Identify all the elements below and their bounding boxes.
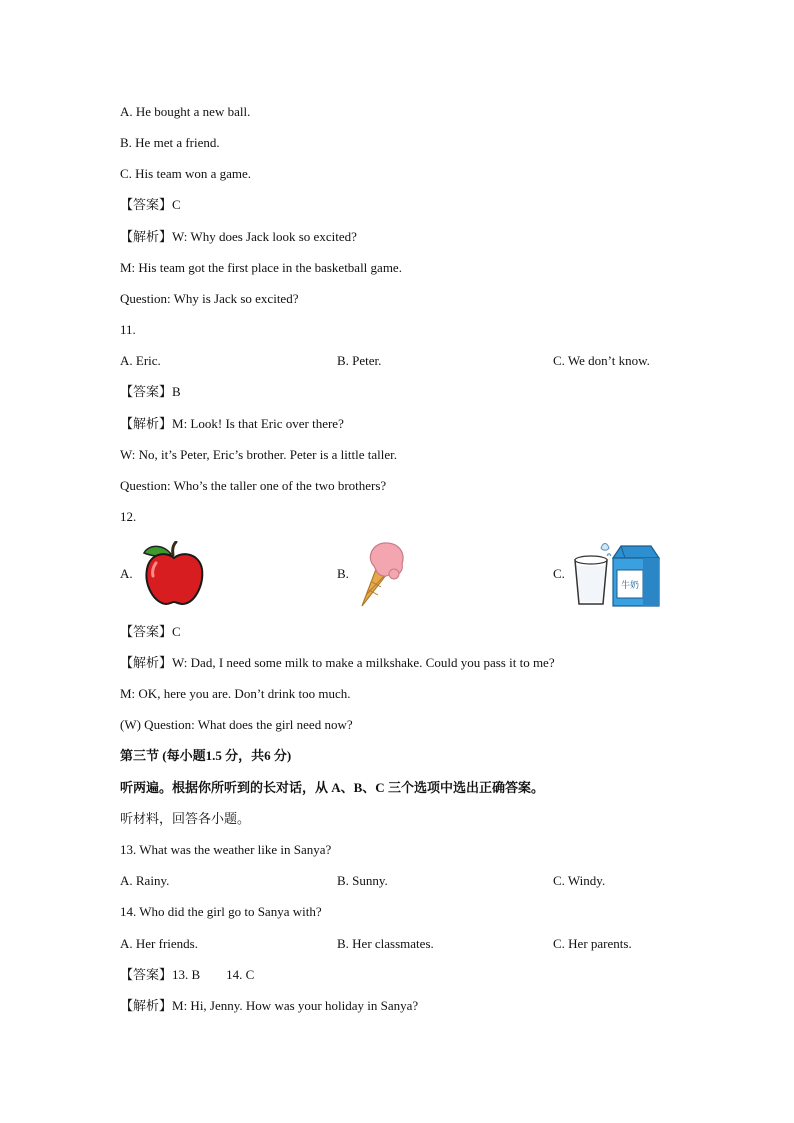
answer-tag: 【答案】 <box>120 624 173 639</box>
q11-analysis <box>120 416 344 432</box>
answer-tag: 【答案】 <box>120 384 173 399</box>
q13-14-answer <box>120 967 254 983</box>
analysis-tag: 【解析】 <box>120 655 173 670</box>
milk-icon <box>573 538 663 608</box>
answer-value: C <box>172 197 181 212</box>
q10-analysis-line-2: M: His team got the first place in the basketball game. <box>120 260 402 275</box>
q12-number: 12. <box>120 509 137 524</box>
q10-analysis-line-3: Question: Why is Jack so excited? <box>120 291 299 306</box>
q12-answer <box>120 624 181 640</box>
analysis-text: W: Dad, I need some milk to make a milkshake. Could you pass it to me? <box>172 655 555 670</box>
analysis-text: M: Look! Is that Eric over there? <box>172 416 344 431</box>
q14-option-a: A. Her friends. <box>120 936 198 951</box>
q12-analysis-line-2: M: OK, here you are. Don’t drink too much. <box>120 686 351 701</box>
q12-option-b-letter: B. <box>337 566 349 581</box>
q10-option-c: C. His team won a game. <box>120 166 252 181</box>
answer-value: C <box>172 624 181 639</box>
q11-option-a: A. Eric. <box>120 353 161 368</box>
q11-option-c: C. We don’t know. <box>553 353 650 368</box>
milk-label: 牛奶 <box>620 581 640 591</box>
answer-value: 13. B 14. C <box>172 967 255 982</box>
analysis-text: M: Hi, Jenny. How was your holiday in Sanya? <box>172 998 419 1013</box>
q14-option-b: B. Her classmates. <box>337 936 434 951</box>
apple-icon <box>140 541 208 607</box>
q11-answer <box>120 384 181 400</box>
q11-number: 11. <box>120 322 136 337</box>
q13-question: 13. What was the weather like in Sanya? <box>120 842 332 857</box>
q13-option-c: C. Windy. <box>553 873 606 888</box>
q10-answer <box>120 197 181 213</box>
q12-analysis-line-3: (W) Question: What does the girl need now? <box>120 717 353 732</box>
ice-cream-icon <box>354 540 410 610</box>
q12-option-c-letter: C. <box>553 566 565 581</box>
q12-analysis <box>120 655 555 671</box>
q13-option-a: A. Rainy. <box>120 873 170 888</box>
analysis-tag: 【解析】 <box>120 229 173 244</box>
q11-option-b: B. Peter. <box>337 353 382 368</box>
section-instruction: 听两遍。根据你所听到的长对话，从 A、B、C 三个选项中选出正确答案。 <box>120 780 544 795</box>
q11-analysis-line-2: W: No, it’s Peter, Eric’s brother. Peter is a little taller. <box>120 447 397 462</box>
section-subinstruction: 听材料，回答各小题。 <box>120 811 251 826</box>
section-heading: 第三节 (每小题1.5 分，共6 分) <box>120 748 292 763</box>
answer-value: B <box>172 384 181 399</box>
q10-analysis <box>120 229 357 245</box>
answer-tag: 【答案】 <box>120 197 173 212</box>
q10-option-a: A. He bought a new ball. <box>120 104 251 119</box>
q12-option-a-letter: A. <box>120 566 133 581</box>
q14-question: 14. Who did the girl go to Sanya with? <box>120 904 322 919</box>
answer-tag: 【答案】 <box>120 967 173 982</box>
q13-option-b: B. Sunny. <box>337 873 388 888</box>
q10-option-b: B. He met a friend. <box>120 135 220 150</box>
q14-option-c: C. Her parents. <box>553 936 632 951</box>
analysis-tag: 【解析】 <box>120 416 173 431</box>
q11-analysis-line-3: Question: Who’s the taller one of the two brothers? <box>120 478 387 493</box>
q13-14-analysis <box>120 998 418 1014</box>
analysis-text: W: Why does Jack look so excited? <box>172 229 357 244</box>
analysis-tag: 【解析】 <box>120 998 173 1013</box>
